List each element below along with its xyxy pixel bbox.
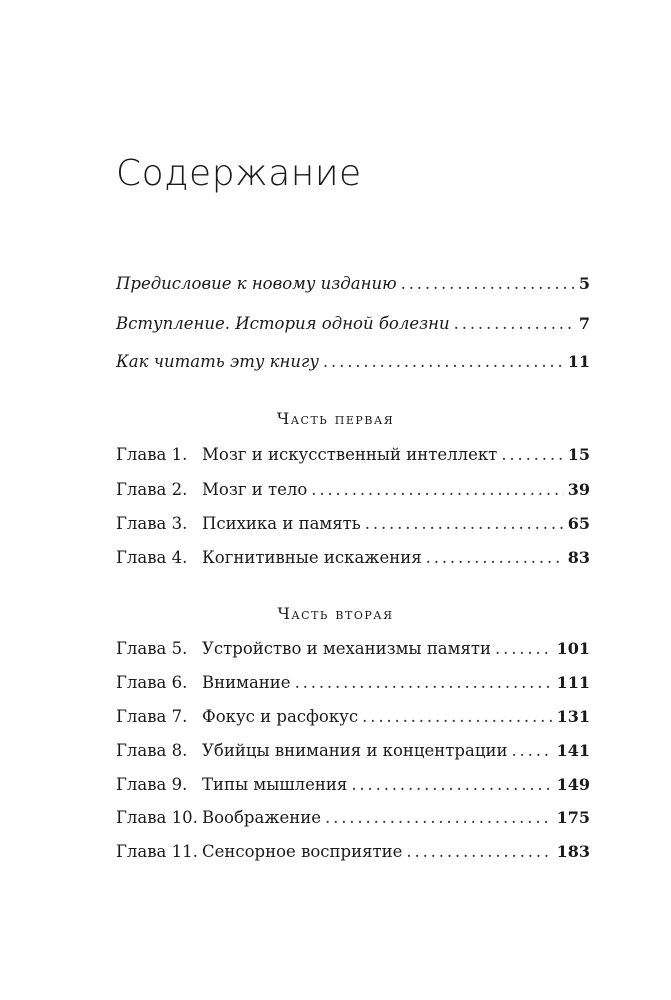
toc-page-number: 5	[578, 274, 590, 293]
toc-page-number: 15	[567, 445, 590, 464]
toc-chapter-6[interactable]	[116, 673, 590, 693]
dot-leader	[362, 707, 552, 727]
toc-page-number: 183	[556, 842, 590, 861]
toc-page-number: 175	[556, 808, 590, 827]
toc-entry-label: Вступление. История одной болезни	[116, 314, 450, 333]
dot-leader	[406, 842, 552, 862]
dot-leader	[401, 274, 575, 294]
toc-chapter-1[interactable]	[116, 445, 590, 465]
toc-entry-label: Предисловие к новому изданию	[116, 274, 397, 293]
toc-entry-label: Как читать эту книгу	[116, 352, 319, 371]
toc-page-number: 83	[567, 548, 590, 567]
toc-entry-introduction[interactable]	[116, 314, 590, 334]
toc-chapter-2[interactable]	[116, 480, 590, 500]
toc-page-number: 141	[556, 741, 590, 760]
chapter-title: Сенсорное восприятие	[202, 842, 403, 861]
part-heading: Часть вторая	[277, 604, 394, 623]
toc-chapter-9[interactable]	[116, 775, 590, 795]
toc-page-number: 7	[578, 314, 590, 333]
chapter-title: Когнитивные искажения	[202, 548, 422, 567]
chapter-number: Глава 5.	[116, 639, 188, 658]
toc-chapter-10[interactable]	[116, 808, 590, 828]
chapter-number: Глава 7.	[116, 707, 188, 726]
dot-leader	[325, 808, 553, 828]
chapter-number: Глава 10.	[116, 808, 198, 827]
toc-entry-how-to-read[interactable]	[116, 352, 590, 372]
toc-page-number: 65	[567, 514, 590, 533]
chapter-title: Внимание	[202, 673, 291, 692]
chapter-number: Глава 6.	[116, 673, 188, 692]
chapter-title: Воображение	[202, 808, 322, 827]
toc-chapter-7[interactable]	[116, 707, 590, 727]
chapter-title: Типы мышления	[202, 775, 348, 794]
toc-entry-preface[interactable]	[116, 274, 590, 294]
chapter-title: Мозг и искусственный интеллект	[202, 445, 498, 464]
page-title: Содержание	[116, 153, 362, 194]
toc-page-number: 111	[556, 673, 590, 692]
chapter-number: Глава 9.	[116, 775, 188, 794]
toc-chapter-4[interactable]	[116, 548, 590, 568]
dot-leader	[426, 548, 564, 568]
chapter-number: Глава 3.	[116, 514, 188, 533]
chapter-number: Глава 1.	[116, 445, 188, 464]
dot-leader	[501, 445, 563, 465]
chapter-title: Психика и память	[202, 514, 361, 533]
chapter-title: Мозг и тело	[202, 480, 308, 499]
chapter-number: Глава 8.	[116, 741, 188, 760]
toc-page-number: 101	[556, 639, 590, 658]
dot-leader	[351, 775, 552, 795]
toc-page-number: 39	[567, 480, 590, 499]
chapter-number: Глава 4.	[116, 548, 188, 567]
chapter-number: Глава 11.	[116, 842, 198, 861]
chapter-title: Убийцы внимания и концентрации	[202, 741, 508, 760]
dot-leader	[295, 673, 553, 693]
dot-leader	[323, 352, 564, 372]
chapter-title: Устройство и механизмы памяти	[202, 639, 492, 658]
toc-chapter-3[interactable]	[116, 514, 590, 534]
toc-page-number: 149	[556, 775, 590, 794]
chapter-number: Глава 2.	[116, 480, 188, 499]
toc-chapter-8[interactable]	[116, 741, 590, 761]
toc-page-number: 131	[556, 707, 590, 726]
dot-leader	[365, 514, 564, 534]
dot-leader	[495, 639, 553, 659]
dot-leader	[454, 314, 575, 334]
toc-chapter-5[interactable]	[116, 639, 590, 659]
toc-page-number: 11	[567, 352, 590, 371]
dot-leader	[311, 480, 563, 500]
dot-leader	[511, 741, 552, 761]
part-heading: Часть первая	[276, 409, 395, 428]
chapter-title: Фокус и расфокус	[202, 707, 359, 726]
toc-chapter-11[interactable]	[116, 842, 590, 862]
